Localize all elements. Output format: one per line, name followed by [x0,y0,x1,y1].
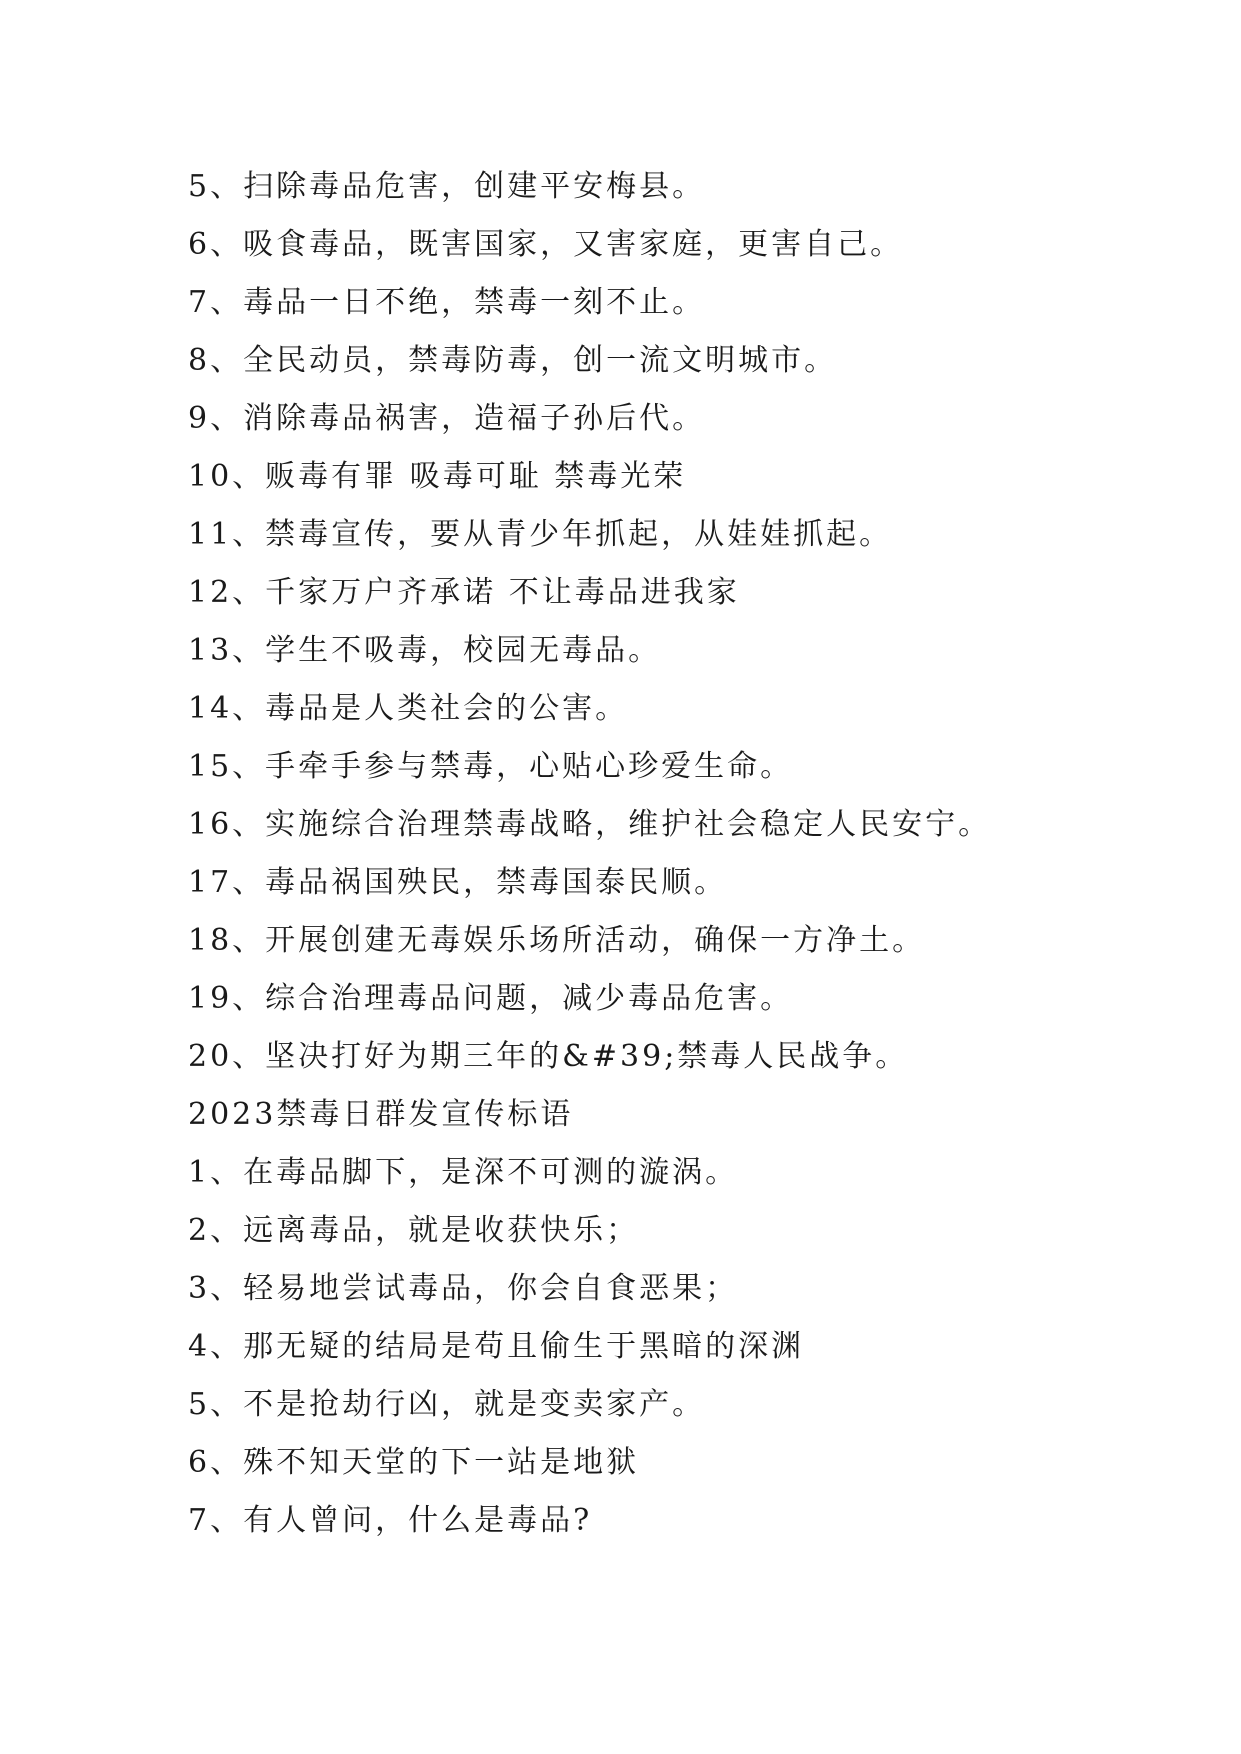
text-line: 7、有人曾问，什么是毒品? [188,1503,593,1538]
text-line: 10、贩毒有罪 吸毒可耻 禁毒光荣 [188,459,687,494]
text-line: 11、禁毒宣传，要从青少年抓起，从娃娃抓起。 [188,517,893,552]
text-line: 6、殊不知天堂的下一站是地狱 [188,1445,640,1480]
text-line: 14、毒品是人类社会的公害。 [188,691,629,726]
text-line: 17、毒品祸国殃民，禁毒国泰民顺。 [188,865,728,900]
text-line: 8、全民动员，禁毒防毒，创一流文明城市。 [188,343,838,378]
text-lines [188,158,1088,1550]
text-line: 7、毒品一日不绝，禁毒一刻不止。 [188,285,706,320]
text-line: 3、轻易地尝试毒品，你会自食恶果； [188,1271,739,1306]
text-line: 4、那无疑的结局是苟且偷生于黑暗的深渊 [188,1329,805,1364]
section-heading: 2023禁毒日群发宣传标语 [188,1097,574,1132]
text-line: 13、学生不吸毒，校园无毒品。 [188,633,662,668]
text-line: 12、千家万户齐承诺 不让毒品进我家 [188,575,740,610]
text-line: 20、坚决打好为期三年的&#39;禁毒人民战争。 [188,1039,909,1074]
text-line: 5、扫除毒品危害，创建平安梅县。 [188,169,706,204]
text-line: 5、不是抢劫行凶，就是变卖家产。 [188,1387,706,1422]
text-line: 18、开展创建无毒娱乐场所活动，确保一方净土。 [188,923,926,958]
text-line: 6、吸食毒品，既害国家，又害家庭，更害自己。 [188,227,904,262]
text-line: 16、实施综合治理禁毒战略，维护社会稳定人民安宁。 [188,807,992,842]
text-line: 19、综合治理毒品问题，减少毒品危害。 [188,981,794,1016]
text-line: 9、消除毒品祸害，造福子孙后代。 [188,401,706,436]
text-line: 15、手牵手参与禁毒，心贴心珍爱生命。 [188,749,794,784]
text-line: 1、在毒品脚下，是深不可测的漩涡。 [188,1155,739,1190]
text-line: 2、远离毒品，就是收获快乐； [188,1213,640,1248]
